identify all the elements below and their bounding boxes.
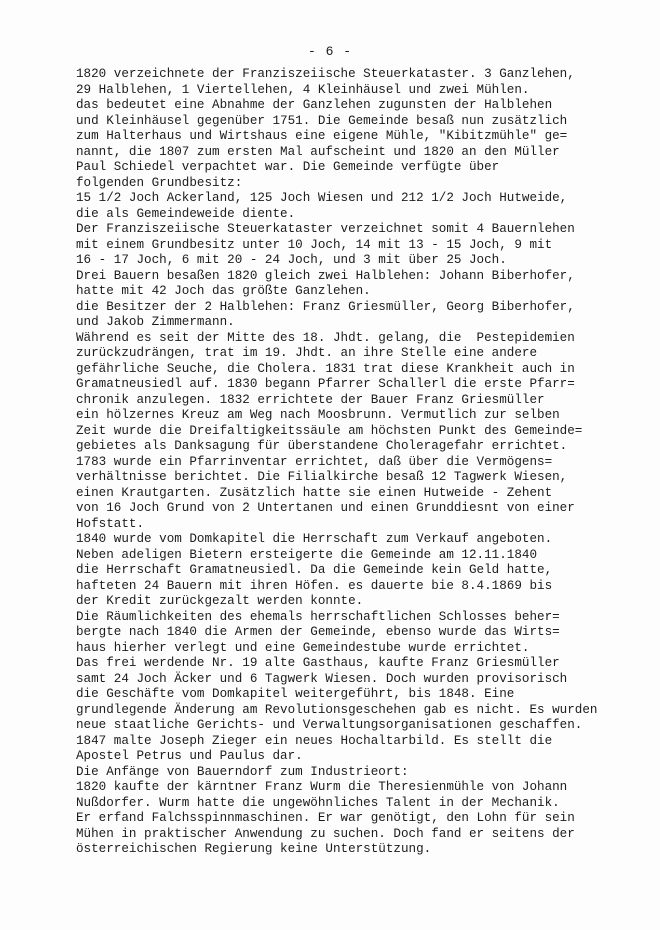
text-line: Drei Bauern besaßen 1820 gleich zwei Halblehen: Johann Biberhofer,	[76, 268, 575, 283]
text-line: Paul Schiedel verpachtet war. Die Gemeinde verfügte über	[76, 160, 500, 174]
text-line: grundlegende Änderung am Revolutionsgeschehen gab es nicht. Es wurden	[76, 702, 598, 717]
text-line: 29 Halblehen, 1 Viertellehen, 4 Kleinhäusel und zwei Mühlen.	[76, 82, 530, 97]
text-line: 16 - 17 Joch, 6 mit 20 - 24 Joch, und 3 mit über 25 Joch.	[76, 253, 507, 267]
text-line: die Herrschaft Gramatneusiedl. Da die Gemeinde kein Geld hatte,	[76, 563, 553, 577]
text-line: Hofstatt.	[76, 516, 145, 531]
text-line: ein hölzernes Kreuz am Weg nach Moosbrunn. Vermutlich zur selben	[76, 408, 560, 422]
text-line: die Geschäfte vom Domkapitel weitergeführt, bis 1848. Eine	[76, 687, 515, 701]
text-line: hafteten 24 Bauern mit ihren Höfen. es dauerte bie 8.4.1869 bis	[76, 578, 553, 593]
text-line: Apostel Petrus und Paulus dar.	[76, 749, 303, 763]
text-line: mit einem Grundbesitz unter 10 Joch, 14 mit 13 - 15 Joch, 9 mit	[76, 237, 553, 252]
text-line: österreichischen Regierung keine Unterstützung.	[76, 842, 432, 856]
text-line: Die Anfänge von Bauerndorf zum Industrieort:	[76, 764, 409, 779]
text-line: neue staatliche Gerichts- und Verwaltungsorganisationen geschaffen.	[76, 718, 583, 732]
text-line: Der Franziszeiische Steuerkataster verzeichnet somit 4 Bauernlehen	[76, 222, 575, 236]
text-line: Während es seit der Mitte des 18. Jhdt. gelang, die Pestepidemien	[76, 330, 575, 345]
text-line: nannt, die 1807 zum ersten Mal aufscheint und 1820 an den Müller	[76, 144, 560, 159]
text-line: 1820 kaufte der kärntner Franz Wurm die Theresienmühle von Johann	[76, 780, 568, 794]
text-line: die als Gemeindeweide diente.	[76, 206, 296, 221]
text-line: 1840 wurde vom Domkapitel die Herrschaft zum Verkauf angeboten.	[76, 532, 553, 546]
document-body-text	[76, 67, 636, 858]
text-line: folgenden Grundbesitz:	[76, 175, 243, 190]
text-line: Nußdorfer. Wurm hatte die ungewöhnliches Talent in der Mechanik.	[76, 795, 560, 810]
text-line: und Kleinhäusel gegenüber 1751. Die Gemeinde besaß nun zusätzlich	[76, 113, 568, 128]
text-line: einen Krautgarten. Zusätzlich hatte sie einen Hutweide - Zehent	[76, 485, 553, 500]
text-line: von 16 Joch Grund von 2 Untertanen und einen Grunddiesnt von einer	[76, 501, 575, 515]
text-line: 1783 wurde ein Pfarrinventar errichtet, daß über die Vermögens=	[76, 454, 553, 469]
text-line: Gramatneusiedl auf. 1830 begann Pfarrer Schallerl die erste Pfarr=	[76, 377, 575, 391]
text-line: chronik anzulegen. 1832 errichtete der Bauer Franz Griesmüller	[76, 392, 545, 407]
text-line: Zeit wurde die Dreifaltigkeitssäule am höchsten Punkt des Gemeinde=	[76, 423, 583, 438]
text-line: zum Halterhaus und Wirtshaus eine eigene Mühle, "Kibitzmühle" ge=	[76, 129, 568, 143]
text-line: bergte nach 1840 die Armen der Gemeinde, ebenso wurde das Wirts=	[76, 625, 560, 639]
text-line: zurückzudrängen, trat im 19. Jhdt. an ihre Stelle eine andere	[76, 346, 538, 360]
text-line: Die Räumlichkeiten des ehemals herrschaftlichen Schlosses beher=	[76, 609, 560, 624]
text-line: 1820 verzeichnete der Franziszeiische Steuerkataster. 3 Ganzlehen,	[76, 67, 575, 81]
text-line: Mühen in praktischer Anwendung zu suchen. Doch fand er seitens der	[76, 826, 575, 841]
text-line: hatte mit 42 Joch das größte Ganzlehen.	[76, 284, 371, 298]
text-line: Neben adeligen Bietern ersteigerte die Gemeinde am 12.11.1840	[76, 547, 538, 562]
text-line: 15 1/2 Joch Ackerland, 125 Joch Wiesen und 212 1/2 Joch Hutweide,	[76, 191, 568, 205]
text-line: 1847 malte Joseph Zieger ein neues Hochaltarbild. Es stellt die	[76, 733, 553, 748]
text-line: Er erfand Falchsspinnmaschinen. Er war genötigt, den Lohn für sein	[76, 811, 575, 825]
text-line: gebietes als Danksagung für überstandene Choleragefahr errichtet.	[76, 439, 568, 453]
text-line: das bedeutet eine Abnahme der Ganzlehen zugunsten der Halblehen	[76, 98, 553, 112]
text-line: die Besitzer der 2 Halblehen: Franz Griesmüller, Georg Biberhofer,	[76, 299, 575, 314]
text-line: gefährliche Seuche, die Cholera. 1831 trat diese Krankheit auch in	[76, 361, 575, 376]
page-number: - 6 -	[307, 44, 352, 59]
text-line: samt 24 Joch Äcker und 6 Tagwerk Wiesen. Doch wurden provisorisch	[76, 671, 568, 686]
text-line: verhältnisse berichtet. Die Filialkirche besaß 12 Tagwerk Wiesen,	[76, 470, 568, 484]
text-line: haus hierher verlegt und eine Gemeindestube wurde errichtet.	[76, 640, 530, 655]
text-line: und Jakob Zimmermann.	[76, 315, 235, 329]
text-line: der Kredit zurückgezalt werden konnte.	[76, 594, 364, 608]
text-line: Das frei werdende Nr. 19 alte Gasthaus, kaufte Franz Griesmüller	[76, 656, 560, 670]
